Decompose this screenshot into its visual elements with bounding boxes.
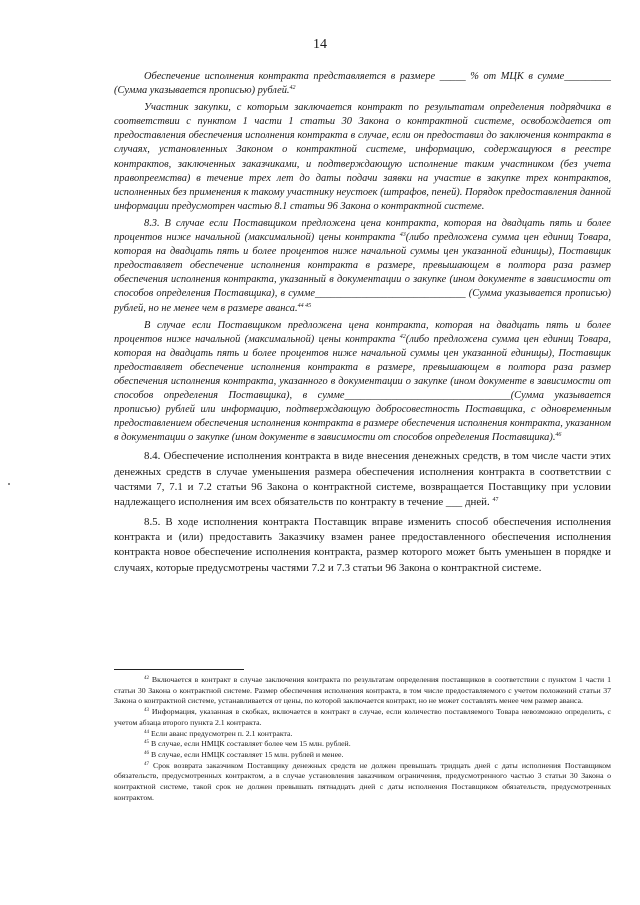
footnote: $^{45}$ В случае, если НМЦК составляет более чем 15 млн. рублей.	[144, 739, 351, 749]
footnote-ref: 46	[555, 432, 562, 439]
footnote: $^{43}$ Информация, указанная в скобках, включается в контракт в случае, если количество поставляемого Товара невозможно определить, с учетом абзаца второго пункта 2.1 контракта.	[114, 707, 612, 727]
paragraph-security-amount: Обеспечение исполнения контракта представляется в размере _____ % от МЦК в сумме_________ (Сумма указывается прописью) рублей.$^{42}$	[114, 71, 611, 97]
footnote-separator	[114, 669, 244, 670]
footnote: $^{46}$ В случае, если НМЦК составляет 15 млн. рублей и менее.	[144, 749, 344, 759]
paragraph-8-4: 8.4. Обеспечение исполнения контракта в виде внесения денежных средств, в том числе части этих денежных средств в случае уменьшения размера обеспечения исполнения контракта в соответствии с частями 7, 7.1 и 7.2 статьи 96 Закона о контрактной системе, возвращается Поставщику при условии надлежащего исполнения им всех обязательств по контракту в течение ___ дней. $^{47}$	[114, 450, 611, 509]
footnote-ref: 42	[399, 333, 406, 340]
scan-speck	[8, 483, 10, 485]
paragraph-8-5: 8.5. В ходе исполнения контракта Поставщик вправе изменить способ обеспечения исполнения контракта и (или) предоставить Заказчику взамен ранее предоставленного обеспечения исполнения контракта новое обеспечение исполнения контракта, размер которого может быть уменьшен в порядке и случаях, которые предусмотрены частями 7.2 и 7.3 статьи 96 Закона о контрактной системе.	[114, 515, 611, 574]
footnote-ref: 42	[289, 85, 296, 92]
footnotes	[114, 675, 611, 803]
footnote: $^{42}$ Включается в контракт в случае заключения контракта по результатам определения поставщиков в соответствии с пунктом 1 части 1 статьи 30 Закона о контрактной системе. Размер обеспечения исполнения контракта, в том числе предоставляемого с учетом положений статьи 37 Закона о контрактной системе, устанавливается от цены, по которой заключается контракт, но не может составлять менее чем размер аванса.	[114, 675, 611, 706]
footnote-ref: 43	[399, 232, 406, 239]
paragraph-8-3: 8.3. В случае если Поставщиком предложена цена контракта, которая на двадцать пять и более процентов ниже начальной (максимальной) цены контракта $^{43}$(либо предложена сумма цен единиц Товара, которая на двадцать пять и более процентов ниже начальной суммы цен указанной единицы), Поставщик предоставляет обеспечение исполнения контракта в размере, превышающем в полтора раза размер обеспечения исполнения контракта, указанный в документации о закупке (ином документе в зависимости от способов определения Поставщика), в сумме_____________________________ (Сумма указывается прописью) рублей, но не менее чем в размере аванса.$^{44 45}$	[114, 217, 611, 314]
footnote: $^{44}$ Если аванс предусмотрен п. 2.1 контракта.	[144, 728, 293, 738]
footnote: $^{47}$ Срок возврата заказчиком Поставщику денежных средств не должен превышать тридцать дней с даты исполнения Поставщиком обязательств, предусмотренных контрактом, а в случае установления заказчиком ограничения, предусмотренного частью 3 статьи 30 Закона о контрактной системе, такой срок не должен превышать пятнадцать дней с даты исполнения Поставщиком обязательств, предусмотренных контрактом.	[114, 760, 611, 802]
footnote-ref: 47	[492, 497, 499, 504]
document-body	[114, 70, 611, 576]
page-number: 14	[313, 37, 327, 52]
paragraph-exemption: Участник закупки, с которым заключается контракт по результатам определения подрядчика в соответствии с пунктом 1 части 1 статьи 30 Закона о контрактной системе, освобождается от предоставления обеспечения исполнения контракта в случае, если он предоставил до заключения контракта в случаях, установленных Законом о контрактной системе, информацию, содержащуюся в реестре контрактов, заключенных заказчиками, и подтверждающую исполнение таким участником (без учета правопреемства) в течение трех лет до даты подачи заявки на участие в закупке трех контрактов, исполненных без применения к такому участнику неустоек (штрафов, пеней). Порядок предоставления данной информации предусмотрен частью 8.1 статьи 96 Закона о контрактной системе.	[114, 102, 611, 212]
footnote-ref: 44 45	[297, 302, 312, 309]
paragraph-8-3-alt: В случае если Поставщиком предложена цена контракта, которая на двадцать пять и более процентов ниже начальной (максимальной) цены контракта $^{42}$(либо предложена сумма цен единиц Товара, которая на двадцать пять и более процентов ниже начальной суммы цен указанной единицы), Поставщик предоставляет обеспечение исполнения контракта в размере, превышающем в полтора раза размер обеспечения исполнения контракта, указанного в документации о закупке (ином документе в зависимости от способов определения Поставщика), в сумме________________________________(Сумма указывается прописью) рублей или информацию, подтверждающую добросовестность Поставщика, с одновременным предоставлением обеспечения исполнения контракта в размере обеспечения исполнения контракта, указанном в документации о закупке (ином документе в зависимости от способов определения Поставщика).$^{46}$	[114, 319, 611, 444]
